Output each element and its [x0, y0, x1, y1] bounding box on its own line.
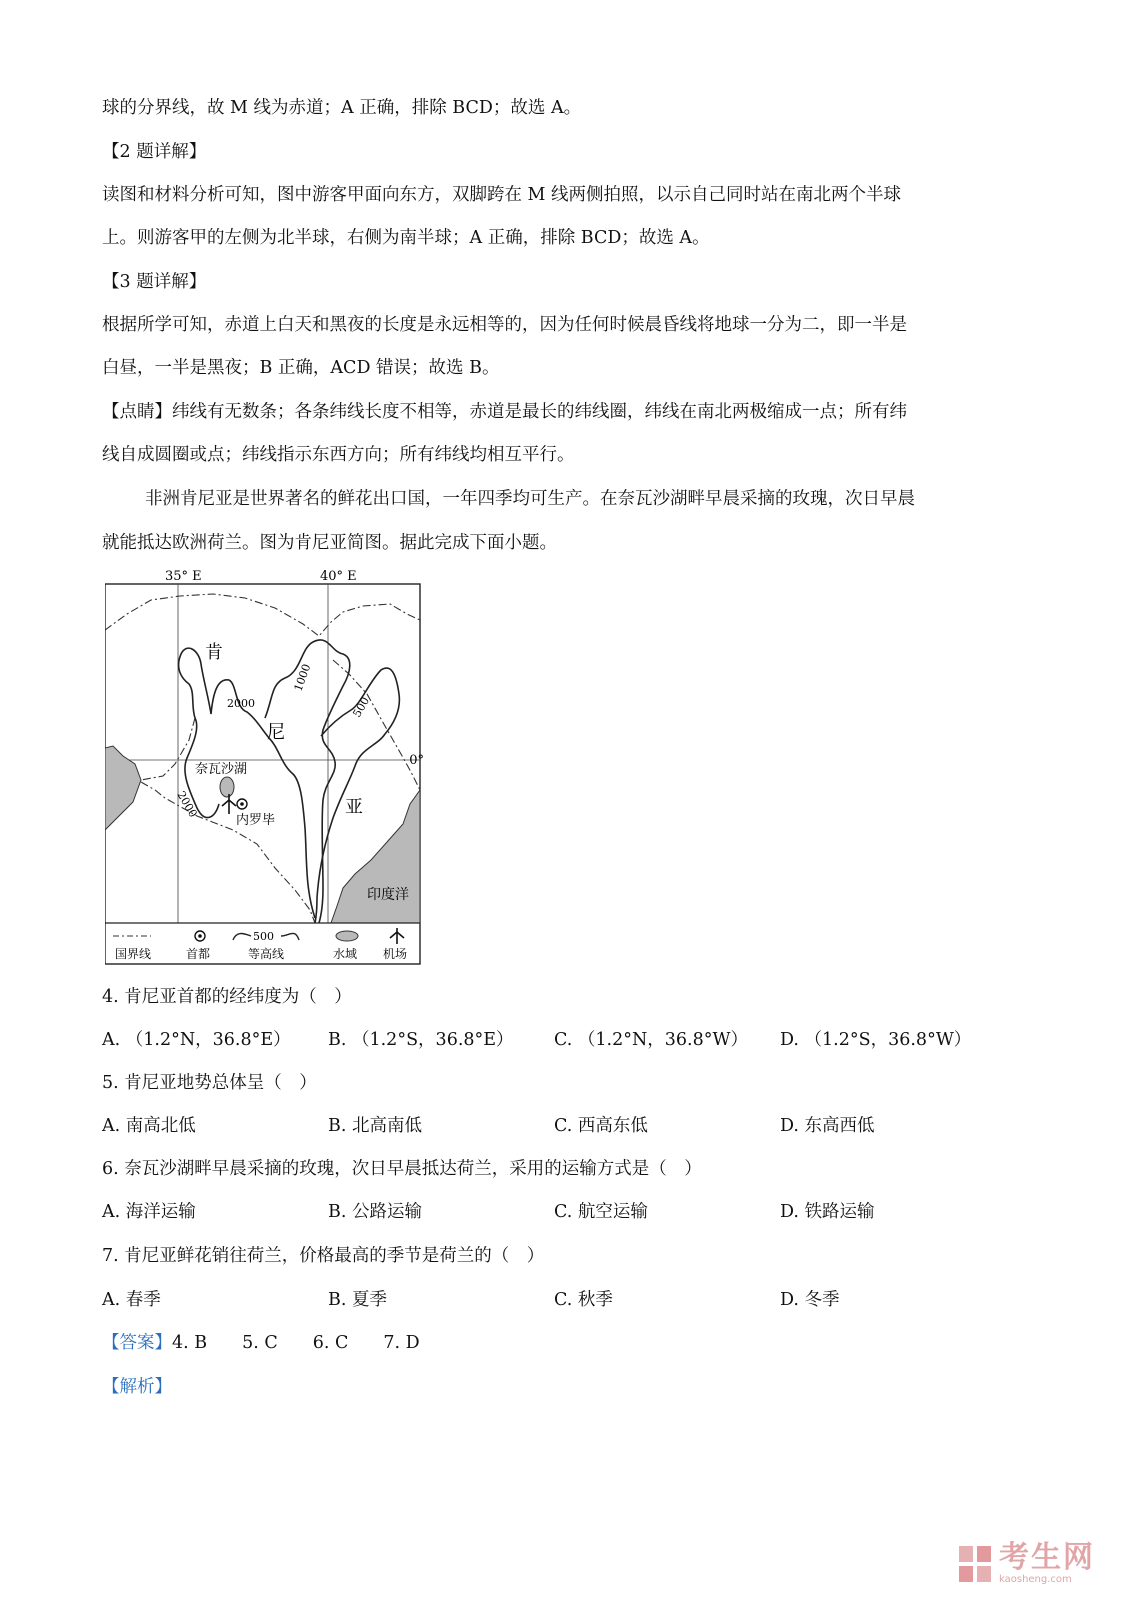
contour-1000-label: 1000	[291, 662, 314, 694]
lon-35-label: 35° E	[165, 569, 202, 584]
q1-explanation-tail: 球的分界线，故 M 线为赤道；A 正确，排除 BCD；故选 A。	[102, 98, 582, 118]
answer-values: 4. B 5. C 6. C 7. D	[172, 1333, 420, 1353]
q4-stem: 4. 肯尼亚首都的经纬度为（ ）	[102, 987, 352, 1007]
q4-option-d: D. （1.2°S，36.8°W）	[780, 1030, 972, 1050]
tip-line-1: 【点睛】纬线有无数条；各条纬线长度不相等，赤道是最长的纬线圈，纬线在南北两极缩成一点；所有纬	[102, 402, 907, 422]
q7-stem: 7. 肯尼亚鲜花销往荷兰，价格最高的季节是荷兰的（ ）	[102, 1246, 545, 1266]
lake-naivasha-label: 奈瓦沙湖	[195, 762, 248, 777]
answer-label: 【答案】	[102, 1333, 172, 1353]
material-line-1: 非洲肯尼亚是世界著名的鲜花出口国，一年四季均可生产。在奈瓦沙湖畔早晨采摘的玫瑰，次日早晨	[145, 489, 915, 509]
contour-2000-label-b: 2000	[174, 789, 200, 820]
equator-label: 0°	[409, 753, 424, 768]
q3-explanation-line-2: 白昼，一半是黑夜；B 正确，ACD 错误；故选 B。	[102, 358, 500, 378]
q5-option-a: A. 南高北低	[102, 1116, 196, 1136]
q2-explanation-line-1: 读图和材料分析可知，图中游客甲面向东方，双脚跨在 M 线两侧拍照，以示自己同时站在南北两个半球	[102, 185, 902, 205]
svg-text:等高线: 等高线	[248, 947, 285, 961]
material-line-2: 就能抵达欧洲荷兰。图为肯尼亚简图。据此完成下面小题。	[102, 533, 557, 553]
svg-text:500: 500	[253, 930, 274, 943]
capital-icon	[237, 799, 247, 809]
svg-text:机场: 机场	[383, 947, 408, 961]
country-char-3: 亚	[345, 797, 363, 818]
ocean-label: 印度洋	[367, 887, 409, 903]
svg-text:水域: 水域	[333, 947, 358, 961]
q3-explanation-line-1: 根据所学可知，赤道上白天和黑夜的长度是永远相等的，因为任何时候晨昏线将地球一分为二，即一半是	[102, 315, 907, 335]
q5-option-d: D. 东高西低	[780, 1116, 875, 1136]
watermark-url: kaosheng.com	[999, 1574, 1072, 1585]
svg-text:国界线: 国界线	[115, 947, 152, 961]
q7-option-b: B. 夏季	[328, 1290, 387, 1310]
q7-option-c: C. 秋季	[554, 1290, 613, 1310]
q4-option-a: A. （1.2°N，36.8°E）	[102, 1030, 291, 1050]
lake-naivasha	[220, 777, 234, 797]
analysis-label: 【解析】	[102, 1377, 172, 1397]
q7-option-d: D. 冬季	[780, 1290, 840, 1310]
q2-heading: 【2 题详解】	[102, 142, 207, 162]
country-char-1: 肯	[205, 642, 223, 663]
watermark-brand: 考生网	[999, 1540, 1095, 1575]
watermark	[957, 1542, 1095, 1586]
tip-line-2: 线自成圆圈或点；纬线指示东西方向；所有纬线均相互平行。	[102, 445, 575, 465]
q6-stem: 6. 奈瓦沙湖畔早晨采摘的玫瑰，次日早晨抵达荷兰，采用的运输方式是（ ）	[102, 1159, 702, 1179]
lon-40-label: 40° E	[320, 569, 357, 584]
capital-label: 内罗毕	[236, 813, 276, 828]
contour-500-label: 500	[350, 694, 373, 720]
q7-option-a: A. 春季	[102, 1290, 161, 1310]
q5-stem: 5. 肯尼亚地势总体呈（ ）	[102, 1073, 317, 1093]
q2-explanation-line-2: 上。则游客甲的左侧为北半球，右侧为南半球；A 正确，排除 BCD；故选 A。	[102, 228, 710, 248]
contour-2000-label-a: 2000	[227, 697, 255, 710]
q6-option-c: C. 航空运输	[554, 1202, 648, 1222]
svg-text:首都: 首都	[186, 947, 211, 961]
q6-option-b: B. 公路运输	[328, 1202, 422, 1222]
q3-heading: 【3 题详解】	[102, 272, 207, 292]
kenya-map	[105, 568, 425, 968]
q6-option-a: A. 海洋运输	[102, 1202, 196, 1222]
q4-option-c: C. （1.2°N，36.8°W）	[554, 1030, 748, 1050]
q5-option-b: B. 北高南低	[328, 1116, 422, 1136]
q4-option-b: B. （1.2°S，36.8°E）	[328, 1030, 514, 1050]
answer-line	[102, 1331, 420, 1355]
kaosheng-logo-icon	[957, 1544, 993, 1584]
q5-option-c: C. 西高东低	[554, 1116, 648, 1136]
q6-option-d: D. 铁路运输	[780, 1202, 875, 1222]
country-char-2: 尼	[267, 722, 285, 743]
